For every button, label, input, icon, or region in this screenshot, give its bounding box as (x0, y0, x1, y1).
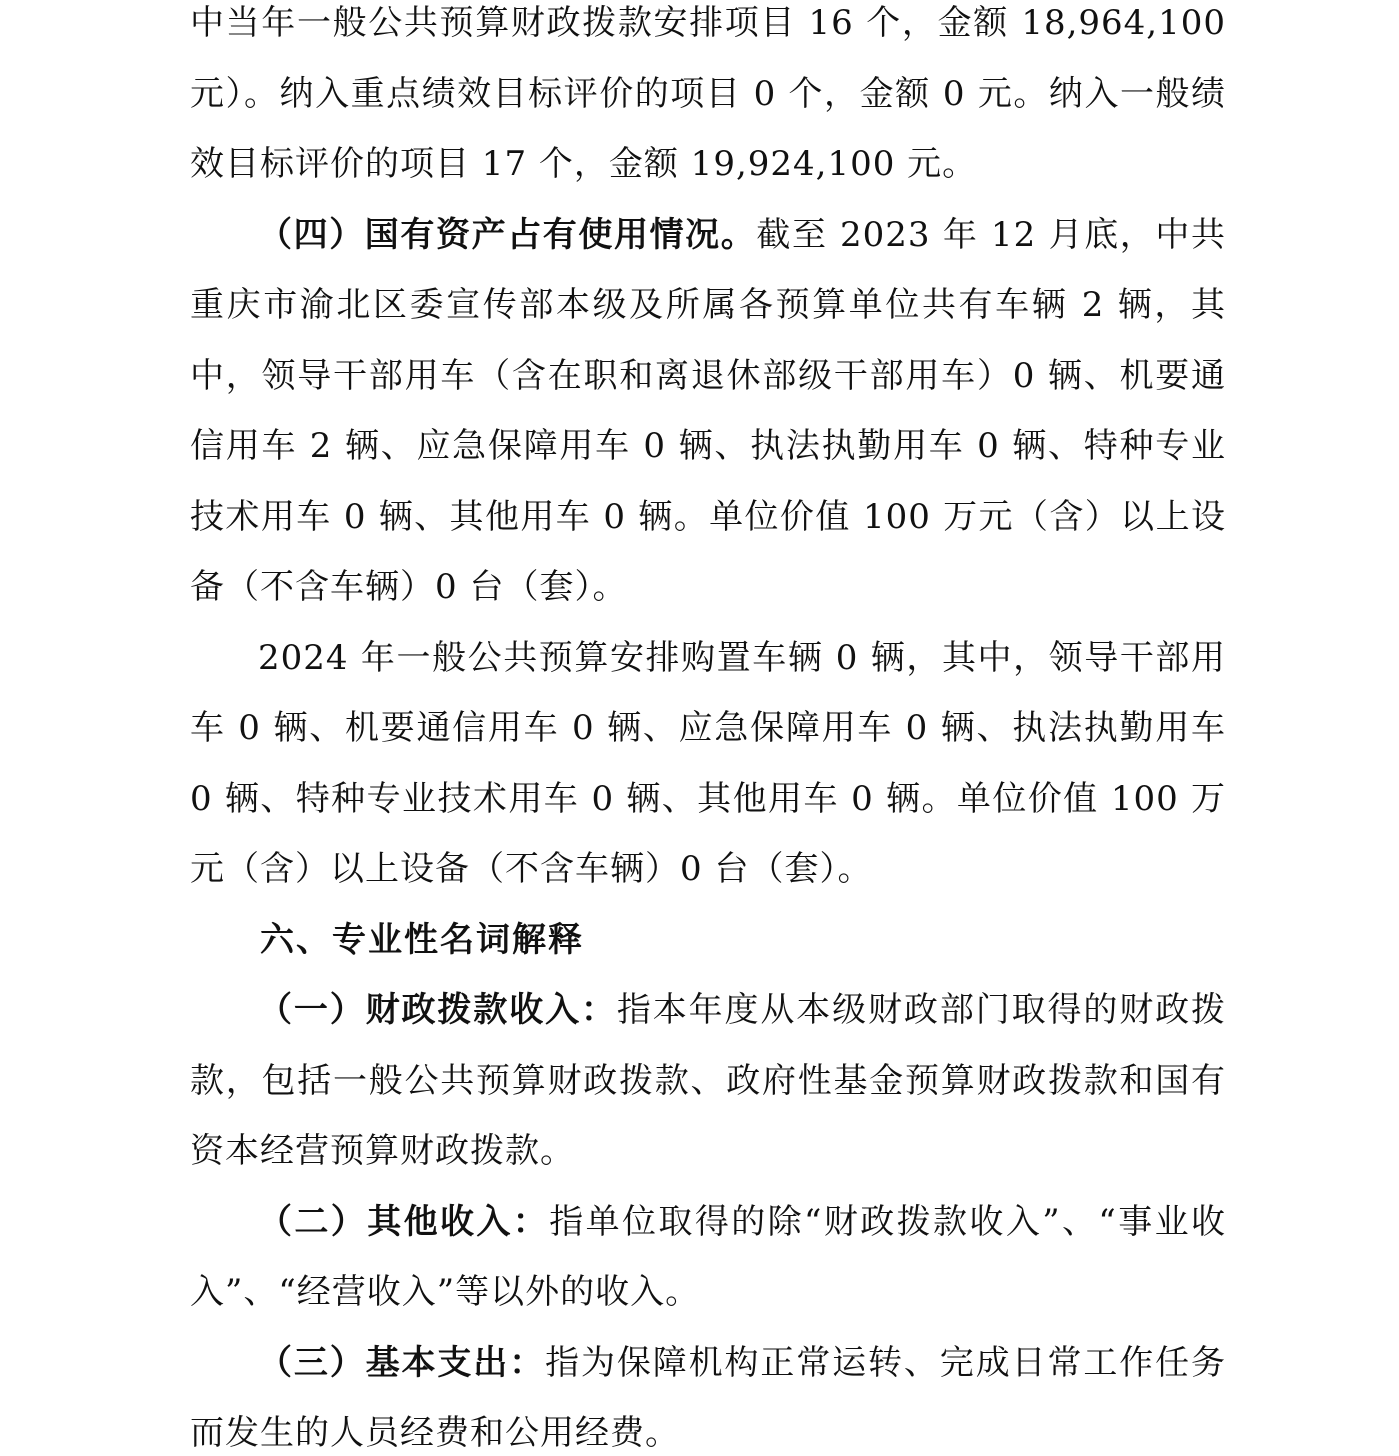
definition-term: （二）其他收入： (258, 1201, 550, 1242)
definition-term: （一）财政拨款收入： (258, 990, 617, 1030)
definition-text: 指为保障机构正常运转、完成日常工作任务而发生的人员经费和公用经费。 (190, 1342, 1226, 1453)
document-page (190, 0, 1226, 1456)
definition-text: 指本年度从本级财政部门取得的财政拨款，包括一般公共预算财政拨款、政府性基金预算财政拨款和国有资本经营预算财政拨款。 (190, 990, 1226, 1171)
paragraph-term-assets: （四）国有资产占有使用情况。 (258, 214, 757, 255)
section-heading: 六、专业性名词解释 (260, 919, 584, 960)
definition-fiscal-income (190, 975, 1226, 1187)
paragraph-state-assets (190, 200, 1226, 623)
definition-other-income (190, 1187, 1226, 1328)
definition-basic-expenditure (190, 1328, 1226, 1456)
definition-text: 指单位取得的除“财政拨款收入”、“事业收入”、“经营收入”等以外的收入。 (190, 1201, 1226, 1312)
definition-term: （三）基本支出： (258, 1342, 546, 1383)
paragraph-text-assets: 截至 2023 年 12 月底，中共重庆市渝北区委宣传部本级及所属各预算单位共有车辆 2 辆，其中，领导干部用车（含在职和离退休部级干部用车）0 辆、机要通信用车 2 辆、应急保障用车 0 辆、执法执勤用车 0 辆、特种专业技术用车 0 辆、其他用车 0 辆。单位价值 100 万元（含）以上设备（不含车辆）0 台（套）。 (190, 214, 1226, 607)
paragraph-vehicle-purchase: 2024 年一般公共预算安排购置车辆 0 辆，其中，领导干部用车 0 辆、机要通信用车 0 辆、应急保障用车 0 辆、执法执勤用车 0 辆、特种专业技术用车 0 辆、其他用车 0 辆。单位价值 100 万元（含）以上设备（不含车辆）0 台（套）。 (190, 637, 1226, 889)
paragraph-project-performance: 中当年一般公共预算财政拨款安排项目 16 个，金额 18,964,100元）。纳入重点绩效目标评价的项目 0 个，金额 0 元。纳入一般绩效目标评价的项目 17 个，金额 19,924,100 元。 (190, 3, 1226, 184)
